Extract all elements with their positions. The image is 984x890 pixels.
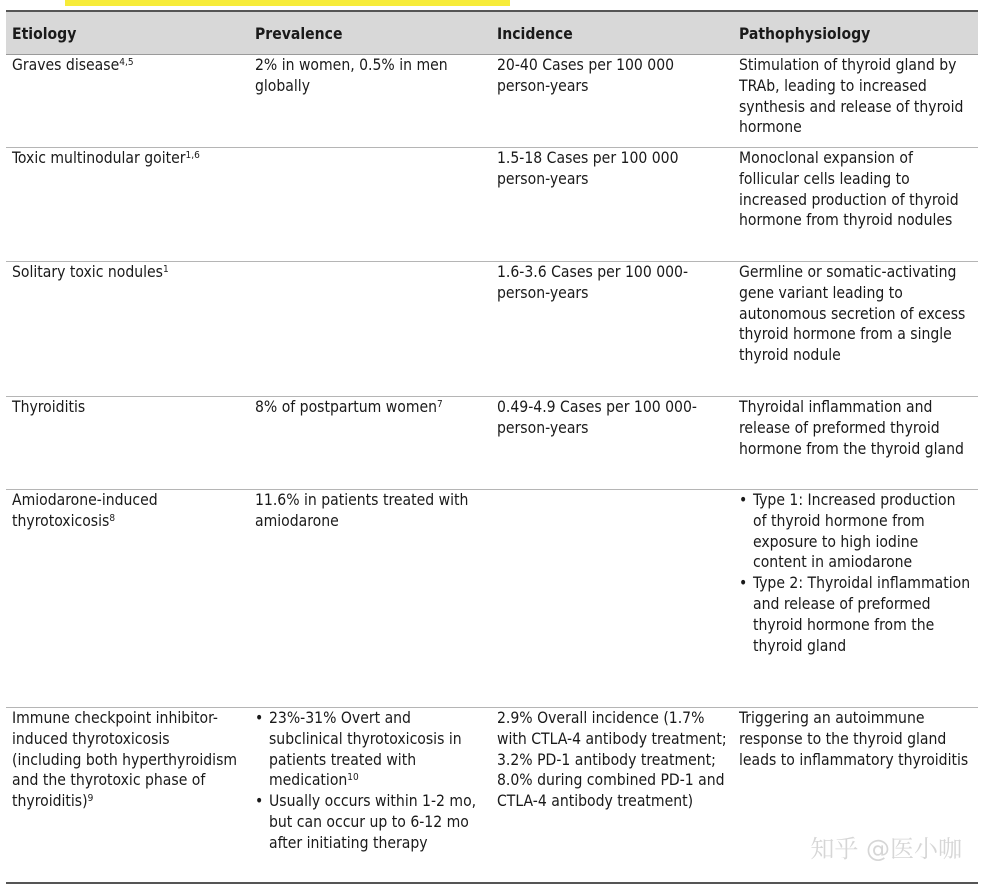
table-row [6,397,978,490]
header-etiology: Etiology [6,11,249,55]
pathophysiology-list [739,490,972,656]
list-item: • Usually occurs within 1-2 mo, but can occur up to 6-12 mo after initiating therapy [255,791,485,853]
etiology-cell: Solitary toxic nodules$^1$ [6,262,249,397]
prevalence-cell: 11.6% in patients treated with amiodarone [249,490,491,708]
incidence-cell: 0.49-4.9 Cases per 100 000-person-years [491,397,733,490]
top-strip [0,0,984,10]
pathophysiology-cell: Germline or somatic-activating gene variant leading to autonomous secretion of excess thyroid hormone from a single thyroid nodule [733,262,978,397]
etiology-cell: Immune checkpoint inhibitor-induced thyrotoxicosis (including both hyperthyroidism and the thyrotoxic phase of thyroiditis)$^9$ [6,708,249,883]
etiology-cell: Thyroiditis [6,397,249,490]
incidence-cell: 20-40 Cases per 100 000 person-years [491,55,733,148]
pathophysiology-cell: Triggering an autoimmune response to the thyroid gland leads to inflammatory thyroiditis [733,708,978,883]
incidence-cell: 2.9% Overall incidence (1.7% with CTLA-4 antibody treatment; 3.2% PD-1 antibody treatment; 8.0% during combined PD-1 and CTLA-4 antibody treatment) [491,708,733,883]
incidence-cell: 1.5-18 Cases per 100 000 person-years [491,148,733,262]
prevalence-cell: 2% in women, 0.5% in men globally [249,55,491,148]
etiology-cell: Toxic multinodular goiter$^{1,6}$ [6,148,249,262]
watermark: 知乎 @医小咖 [810,835,962,863]
prevalence-cell: 8% of postpartum women$^7$ [249,397,491,490]
prevalence-cell [249,708,491,883]
table-row [6,148,978,262]
etiology-cell: Amiodarone-induced thyrotoxicosis$^8$ [6,490,249,708]
header-incidence: Incidence [491,11,733,55]
header-pathophysiology: Pathophysiology [733,11,978,55]
header-prevalence: Prevalence [249,11,491,55]
table-row [6,262,978,397]
etiology-cell: Graves disease$^{4,5}$ [6,55,249,148]
pathophysiology-cell [733,490,978,708]
incidence-cell: 1.6-3.6 Cases per 100 000-person-years [491,262,733,397]
table-row [6,490,978,708]
list-item: • Type 2: Thyroidal inflammation and release of preformed thyroid hormone from the thyroid gland [739,573,972,656]
prevalence-cell [249,148,491,262]
table-row [6,55,978,148]
highlighted-caption-fragment [65,0,510,6]
prevalence-cell [249,262,491,397]
list-item: • Type 1: Increased production of thyroid hormone from exposure to high iodine content in amiodarone [739,490,972,573]
pathophysiology-cell: Monoclonal expansion of follicular cells leading to increased production of thyroid hormone from thyroid nodules [733,148,978,262]
prevalence-list [255,708,485,854]
list-item: • 23%-31% Overt and subclinical thyrotoxicosis in patients treated with medication$^{10}$ [255,708,485,791]
etiology-table [6,10,978,884]
pathophysiology-cell: Thyroidal inflammation and release of preformed thyroid hormone from the thyroid gland [733,397,978,490]
header-row [6,11,978,55]
pathophysiology-cell: Stimulation of thyroid gland by TRAb, leading to increased synthesis and release of thyroid hormone [733,55,978,148]
incidence-cell [491,490,733,708]
